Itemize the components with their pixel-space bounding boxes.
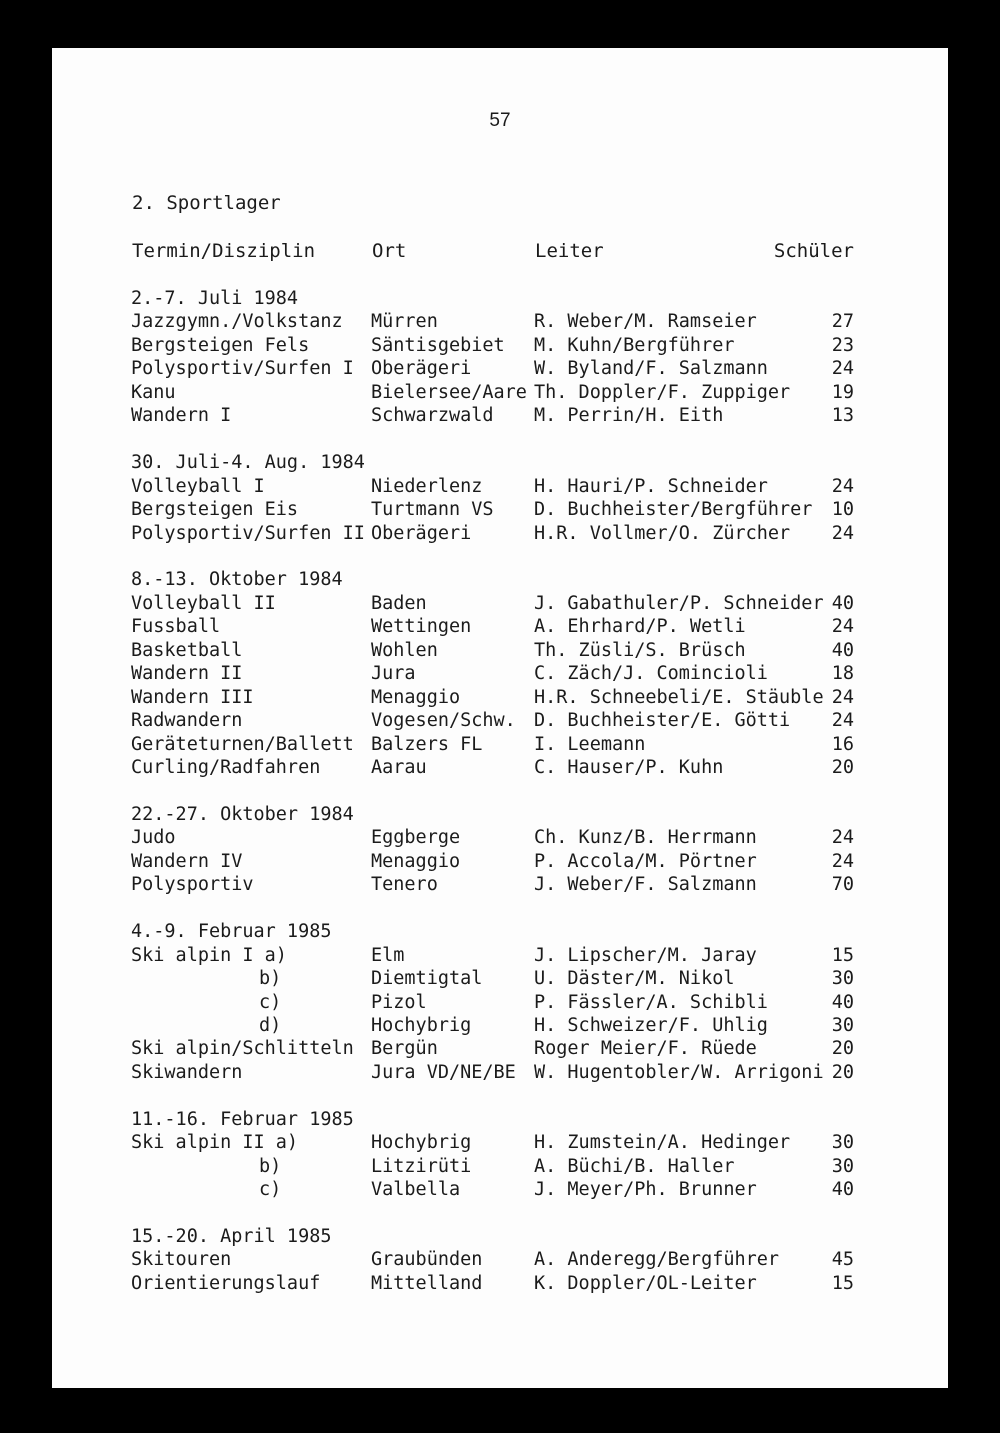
table-row [52, 1037, 948, 1060]
schueler-cell: 40 [831, 1179, 854, 1201]
sub-group-cell: c) [259, 1179, 282, 1201]
table-row [52, 1178, 948, 1201]
discipline-cell: Volleyball II [131, 592, 276, 614]
leiter-cell: W. Hugentobler/W. Arrigoni [534, 1061, 824, 1083]
leiter-cell: P. Accola/M. Pörtner [534, 850, 757, 872]
table-row [52, 850, 948, 873]
ort-cell: Aarau [371, 757, 427, 778]
schueler-cell: 24 [831, 686, 854, 708]
ort-cell: Eggberge [371, 827, 461, 849]
column-header-ort: Ort [372, 240, 407, 262]
schueler-cell: 20 [831, 1038, 854, 1060]
leiter-cell: A. Büchi/B. Haller [534, 1155, 735, 1177]
table-row [52, 991, 948, 1014]
ort-cell: Vogesen/Schw. [371, 710, 516, 732]
page-number: 57 [489, 110, 511, 131]
discipline-cell: Ski alpin II a) [131, 1132, 299, 1154]
column-header-termin: Termin/Disziplin [132, 240, 316, 262]
table-row [52, 615, 948, 638]
group-date: 2.-7. Juli 1984 [131, 288, 299, 309]
table-row [52, 498, 948, 521]
table-row [52, 826, 948, 849]
discipline-cell: Fussball [131, 616, 221, 638]
discipline-cell: Kanu [131, 381, 176, 403]
schueler-cell: 15 [831, 944, 854, 966]
discipline-cell: Bergsteigen Eis [131, 499, 299, 521]
leiter-cell: J. Meyer/Ph. Brunner [534, 1179, 757, 1201]
discipline-cell: Skiwandern [131, 1061, 243, 1083]
schueler-cell: 40 [831, 592, 854, 614]
schueler-cell: 24 [831, 710, 854, 732]
discipline-cell: Curling/Radfahren [131, 757, 321, 778]
discipline-cell: Ski alpin I a) [131, 944, 287, 966]
discipline-cell: Bergsteigen Fels [131, 334, 310, 356]
ort-cell: Menaggio [371, 850, 461, 872]
schueler-cell: 24 [831, 827, 854, 849]
sub-group-cell: d) [259, 1014, 282, 1036]
section-title: 2. Sportlager [132, 192, 281, 214]
sub-group-cell: b) [259, 968, 282, 990]
ort-cell: Bielersee/Aare [371, 381, 527, 403]
schueler-cell: 30 [831, 1014, 854, 1036]
discipline-cell: Judo [131, 827, 176, 849]
ort-cell: Diemtigtal [371, 968, 483, 990]
discipline-cell: Volleyball I [131, 475, 265, 497]
table-row [52, 1014, 948, 1037]
ort-cell: Mürren [371, 311, 438, 333]
document-page [52, 48, 948, 1388]
table-row [52, 310, 948, 333]
schueler-cell: 15 [831, 1272, 854, 1294]
group-date: 22.-27. Oktober 1984 [131, 803, 354, 825]
discipline-cell: Ski alpin/Schlitteln [131, 1038, 354, 1060]
schueler-cell: 19 [831, 381, 854, 403]
ort-cell: Balzers FL [371, 733, 483, 755]
sub-group-cell: c) [259, 991, 282, 1013]
schueler-cell: 24 [831, 616, 854, 638]
schueler-cell: 30 [831, 968, 854, 990]
table-row [52, 686, 948, 709]
group-date-row [52, 1225, 948, 1248]
leiter-cell: D. Buchheister/Bergführer [534, 499, 813, 521]
discipline-cell: Wandern I [131, 405, 232, 427]
ort-cell: Valbella [371, 1179, 461, 1201]
leiter-cell: Th. Doppler/F. Zuppiger [534, 381, 791, 403]
leiter-cell: A. Anderegg/Bergführer [534, 1249, 780, 1271]
leiter-cell: J. Lipscher/M. Jaray [534, 944, 757, 966]
schueler-cell: 20 [831, 757, 854, 778]
leiter-cell: M. Kuhn/Bergführer [534, 334, 735, 356]
group-date-row [52, 451, 948, 474]
leiter-cell: J. Weber/F. Salzmann [534, 874, 757, 896]
group-date-row [52, 920, 948, 943]
discipline-cell: Jazzgymn./Volkstanz [131, 311, 343, 333]
sub-group-cell: b) [259, 1155, 282, 1177]
table-row [52, 873, 948, 896]
table-row [52, 404, 948, 427]
table-row [52, 967, 948, 990]
leiter-cell: J. Gabathuler/P. Schneider [534, 592, 824, 614]
schueler-cell: 24 [831, 850, 854, 872]
ort-cell: Oberägeri [371, 358, 472, 380]
ort-cell: Jura VD/NE/BE [371, 1061, 516, 1083]
schueler-cell: 27 [831, 311, 854, 333]
schueler-cell: 20 [831, 1061, 854, 1083]
ort-cell: Elm [371, 944, 405, 966]
ort-cell: Graubünden [371, 1249, 483, 1271]
schueler-cell: 10 [831, 499, 854, 521]
discipline-cell: Geräteturnen/Ballett [131, 733, 354, 755]
leiter-cell: Th. Züsli/S. Brüsch [534, 639, 746, 661]
group-date: 11.-16. Februar 1985 [131, 1108, 354, 1130]
leiter-cell: P. Fässler/A. Schibli [534, 991, 768, 1013]
table-row [52, 662, 948, 685]
ort-cell: Mittelland [371, 1272, 483, 1294]
leiter-cell: W. Byland/F. Salzmann [534, 358, 768, 380]
schueler-cell: 30 [831, 1132, 854, 1154]
ort-cell: Wettingen [371, 616, 472, 638]
schueler-cell: 40 [831, 639, 854, 661]
leiter-cell: H.R. Schneebeli/E. Stäuble [534, 686, 824, 708]
column-header-leiter: Leiter [535, 240, 604, 262]
table-row [52, 733, 948, 756]
table-row [52, 944, 948, 967]
leiter-cell: Ch. Kunz/B. Herrmann [534, 827, 757, 849]
leiter-cell: U. Däster/M. Nikol [534, 968, 735, 990]
schueler-cell: 70 [831, 874, 854, 896]
ort-cell: Säntisgebiet [371, 334, 505, 356]
schueler-cell: 23 [831, 334, 854, 356]
table-row [52, 334, 948, 357]
table-row [52, 522, 948, 545]
ort-cell: Bergün [371, 1038, 438, 1060]
discipline-cell: Radwandern [131, 710, 243, 732]
schueler-cell: 24 [831, 522, 854, 544]
ort-cell: Baden [371, 592, 427, 614]
leiter-cell: I. Leemann [534, 733, 646, 755]
leiter-cell: R. Weber/M. Ramseier [534, 311, 757, 333]
group-date-row [52, 568, 948, 591]
schueler-cell: 30 [831, 1155, 854, 1177]
leiter-cell: C. Zäch/J. Comincioli [534, 663, 768, 685]
ort-cell: Tenero [371, 874, 438, 896]
table-row [52, 1272, 948, 1295]
schueler-cell: 40 [831, 991, 854, 1013]
ort-cell: Hochybrig [371, 1132, 472, 1154]
leiter-cell: A. Ehrhard/P. Wetli [534, 616, 746, 638]
discipline-cell: Skitouren [131, 1249, 232, 1271]
discipline-cell: Orientierungslauf [131, 1272, 321, 1294]
group-date: 8.-13. Oktober 1984 [131, 569, 343, 591]
discipline-cell: Polysportiv/Surfen II [131, 522, 365, 544]
discipline-cell: Basketball [131, 639, 243, 661]
group-date-row [52, 287, 948, 310]
ort-cell: Menaggio [371, 686, 461, 708]
schueler-cell: 24 [831, 475, 854, 497]
table-row [52, 381, 948, 404]
discipline-cell: Polysportiv [131, 874, 254, 896]
leiter-cell: H. Schweizer/F. Uhlig [534, 1014, 768, 1036]
table-row [52, 1061, 948, 1084]
leiter-cell: Roger Meier/F. Rüede [534, 1038, 757, 1060]
schueler-cell: 45 [831, 1249, 854, 1271]
ort-cell: Wohlen [371, 639, 438, 661]
table-row [52, 639, 948, 662]
column-header-schueler: Schüler [773, 240, 854, 262]
ort-cell: Hochybrig [371, 1014, 472, 1036]
table-row [52, 709, 948, 732]
ort-cell: Schwarzwald [371, 405, 494, 427]
group-date: 15.-20. April 1985 [131, 1226, 332, 1247]
schueler-cell: 16 [831, 733, 854, 755]
group-date-row [52, 803, 948, 826]
group-date: 4.-9. Februar 1985 [131, 921, 332, 943]
leiter-cell: H. Hauri/P. Schneider [534, 475, 768, 497]
ort-cell: Niederlenz [371, 475, 483, 497]
ort-cell: Turtmann VS [371, 499, 494, 521]
group-date-row [52, 1108, 948, 1131]
schueler-cell: 18 [831, 663, 854, 685]
table-row [52, 1248, 948, 1271]
discipline-cell: Wandern IV [131, 850, 243, 872]
table-row [52, 475, 948, 498]
leiter-cell: K. Doppler/OL-Leiter [534, 1272, 757, 1294]
table-row [52, 1131, 948, 1154]
schueler-cell: 24 [831, 358, 854, 380]
discipline-cell: Wandern III [131, 686, 254, 708]
table-row [52, 1155, 948, 1178]
schueler-cell: 13 [831, 405, 854, 427]
leiter-cell: H. Zumstein/A. Hedinger [534, 1132, 791, 1154]
ort-cell: Oberägeri [371, 522, 472, 544]
table-row [52, 756, 948, 779]
ort-cell: Pizol [371, 991, 427, 1013]
leiter-cell: M. Perrin/H. Eith [534, 405, 724, 427]
table-row [52, 592, 948, 615]
discipline-cell: Wandern II [131, 663, 243, 685]
leiter-cell: C. Hauser/P. Kuhn [534, 757, 724, 778]
leiter-cell: H.R. Vollmer/O. Zürcher [534, 522, 791, 544]
ort-cell: Jura [371, 663, 416, 685]
ort-cell: Litzirüti [371, 1155, 472, 1177]
discipline-cell: Polysportiv/Surfen I [131, 358, 354, 380]
table-row [52, 357, 948, 380]
leiter-cell: D. Buchheister/E. Götti [534, 710, 791, 732]
group-date: 30. Juli-4. Aug. 1984 [131, 452, 365, 474]
